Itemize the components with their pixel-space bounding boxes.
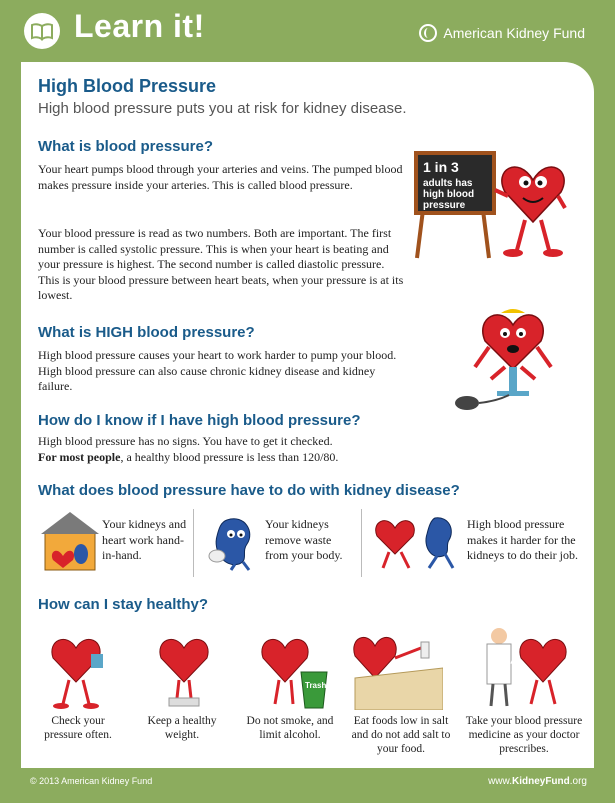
trash-label: Trash bbox=[305, 681, 327, 690]
heading-what-is-high: What is HIGH blood pressure? bbox=[38, 324, 255, 341]
how-know-p1: High blood pressure has no signs. You have to get it checked. bbox=[38, 434, 333, 448]
footer-url[interactable] bbox=[488, 776, 587, 787]
content-card bbox=[21, 62, 594, 768]
page-subtitle: High blood pressure puts you at risk for kidney disease. bbox=[38, 100, 407, 117]
chalkboard-line3: high blood bbox=[423, 189, 475, 200]
heading-what-is: What is blood pressure? bbox=[38, 138, 214, 155]
footer-copyright: © 2013 American Kidney Fund bbox=[30, 776, 153, 786]
divider-2 bbox=[361, 509, 362, 577]
tip-5-text: Take your blood pressure medicine as your doctor prescribes. bbox=[465, 715, 583, 755]
scale-heart-illustration bbox=[149, 630, 219, 710]
heading-kidney: What does blood pressure have to do with kidney disease? bbox=[38, 482, 460, 499]
trash-heart-illustration bbox=[257, 630, 329, 710]
kidney-item-1-text: Your kidneys and heart work hand-in-hand. bbox=[102, 517, 187, 562]
kidney-logo-icon bbox=[419, 24, 437, 42]
doctor-heart-illustration bbox=[477, 626, 573, 710]
heart-chasing-kidney-illustration bbox=[371, 512, 463, 572]
how-know-p2-bold: For most people bbox=[38, 450, 121, 464]
chalkboard-line1: 1 in 3 bbox=[423, 159, 459, 175]
brand-name: American Kidney Fund bbox=[443, 25, 585, 41]
footer-url-suffix: .org bbox=[569, 776, 587, 787]
chalkboard-line2: adults has bbox=[423, 178, 473, 189]
how-know-p2 bbox=[38, 450, 558, 466]
book-icon bbox=[24, 13, 60, 49]
footer-url-bold: KidneyFund bbox=[511, 776, 570, 787]
heading-healthy: How can I stay healthy? bbox=[38, 596, 209, 613]
kidney-character-illustration bbox=[205, 510, 267, 572]
tip-2-text: Keep a healthy weight. bbox=[147, 715, 217, 741]
page-title: High Blood Pressure bbox=[38, 76, 217, 96]
what-is-p2: Your blood pressure is read as two numbers. Both are important. The first number is called systolic pressure. This is when your heart is beating and your pressure is highest. The second number is called diastolic pressure. This is your blood pressure between heart beats, when your pressure is at its lowest. bbox=[38, 226, 404, 302]
header bbox=[0, 0, 615, 62]
brand bbox=[419, 24, 585, 42]
footer-url-prefix: www. bbox=[488, 776, 512, 787]
tip-1-text: Check your pressure often. bbox=[44, 715, 112, 741]
house-kidney-heart-illustration bbox=[39, 510, 101, 572]
chalkboard-heart-illustration bbox=[413, 150, 573, 260]
checking-pressure-heart-illustration bbox=[41, 630, 111, 710]
tip-4-text: Eat foods low in salt and do not add salt to your food. bbox=[351, 715, 451, 755]
what-is-high-p1: High blood pressure causes your heart to work harder to pump your blood. High blood pressure can also cause chronic kidney disease and kidney failure. bbox=[38, 348, 397, 393]
pump-heart-illustration bbox=[453, 307, 573, 417]
tip-3-text: Do not smoke, and limit alcohol. bbox=[246, 715, 334, 741]
food-table-heart-illustration bbox=[351, 628, 443, 710]
what-is-p1: Your heart pumps blood through your arteries and veins. The pumped blood makes pressure inside your arteries. This is called blood pressure. bbox=[38, 162, 403, 192]
how-know-p2-rest: , a healthy blood pressure is less than 120/80. bbox=[120, 450, 339, 464]
kidney-item-3-text: High blood pressure makes it harder for the kidneys to do their job. bbox=[467, 517, 578, 562]
divider-1 bbox=[193, 509, 194, 577]
kidney-item-2-text: Your kidneys remove waste from your body. bbox=[265, 517, 343, 562]
chalkboard-line4: pressure bbox=[423, 200, 466, 211]
heading-how-know: How do I know if I have high blood pressure? bbox=[38, 412, 361, 429]
header-title: Learn it! bbox=[74, 8, 205, 44]
